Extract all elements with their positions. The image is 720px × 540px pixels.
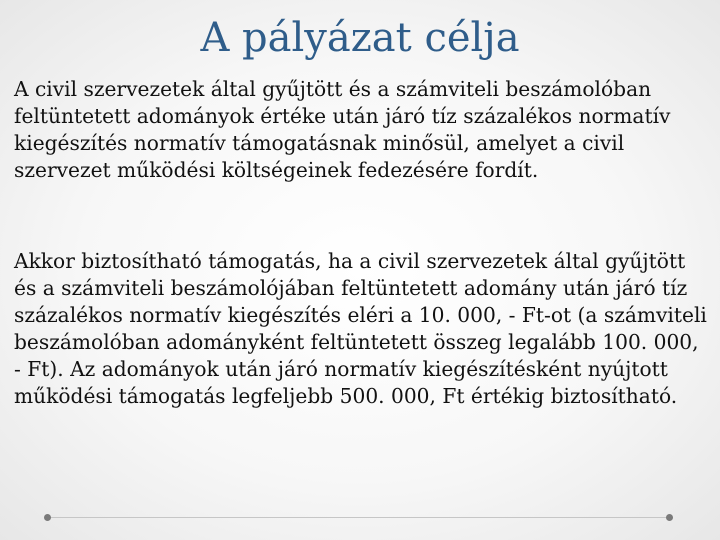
- divider-right-dot: [666, 514, 673, 521]
- slide-title: A pályázat célja: [200, 15, 520, 61]
- paragraph-1: A civil szervezetek által gyűjtött és a számviteli beszámolóban feltüntetett adományok értéke után járó tíz százalékos normatív kiegészítés normatív támogatásnak minősül, amelyet a civil szervezet működési költségeinek fedezésére fordít.: [14, 77, 671, 182]
- paragraph-2: Akkor biztosítható támogatás, ha a civil szervezetek által gyűjtött és a számviteli beszámolójában feltüntetett adomány után járó tíz százalékos normatív kiegészítés eléri a 10. 000, - Ft-ot (a számviteli beszámolóban adományként feltüntetett összeg legalább 100. 000, - Ft). Az adományok után járó normatív kiegészítésként nyújtott működési támogatás legfeljebb 500. 000, Ft értékig biztosítható.: [14, 249, 707, 408]
- bottom-divider: [47, 517, 673, 518]
- slide-body: [14, 76, 710, 408]
- divider-left-dot: [44, 514, 51, 521]
